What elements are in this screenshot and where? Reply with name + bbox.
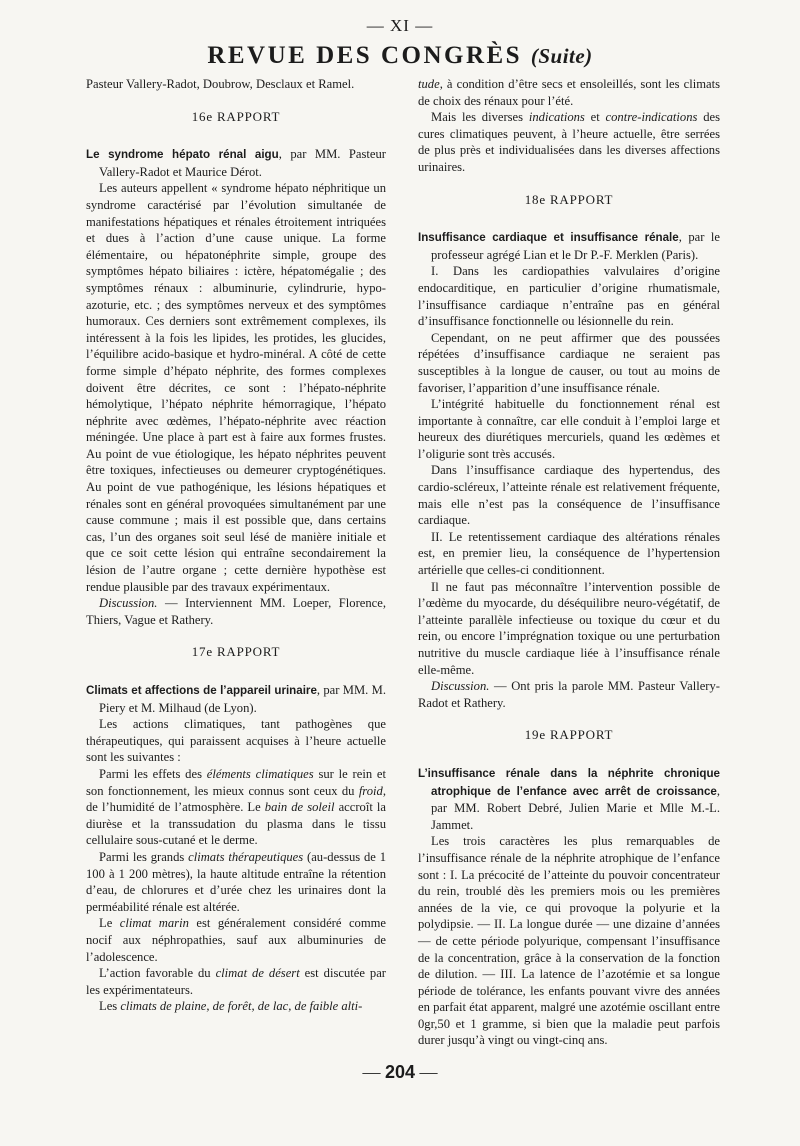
- italic-run: tude: [418, 77, 440, 91]
- rapport-17-title: [86, 682, 386, 716]
- rapport-18-para-3: L’intégrité habituelle du fonctionnement rénal est importante à connaître, car elle conduit à l’emploi large et heureux des diurétiques mercuriels, quand les œdèmes et l’oligurie sont très accusés.: [418, 397, 720, 461]
- rapport-18-para-6: Il ne faut pas méconnaître l’intervention possible de l’œdème du myocarde, du déséquilibre neuro-végétatif, de l’atteinte parallèle infectieuse ou toxique du cœur et du rein, ou encore l’imprégnation toxique ou une perturbation nutritive du muscle cardiaque liée à l’insuffisance rénale elle-même.: [418, 579, 720, 677]
- rapport-17-para-4: [86, 915, 386, 965]
- rapport-16-title-bold: Le syndrome hépato rénal aigu: [86, 148, 279, 162]
- journal-title-main: REVUE DES CONGRÈS: [207, 42, 523, 69]
- italic-run: climats de plaine, de forêt, de lac, de faible alti-: [120, 999, 363, 1014]
- rapport-18-title-bold: Insuffisance cardiaque et insuffisance rénale: [418, 231, 679, 245]
- rapport-18-para-4: Dans l’insuffisance cardiaque des hypertendus, des cardio-scléreux, l’atteinte rénale est relativement fréquente, mais elle n’est pas la conséquence de l’insuffisance cardiaque.: [418, 463, 720, 528]
- text-run: des cures climatiques peuvent, à l’heure actuelle, être serrées de plus près et individualisées dans les diverses affections urinaires.: [418, 110, 721, 174]
- italic-run: bain de soleil: [264, 800, 335, 815]
- text-run: est généralement considéré comme nocif aux néphropathies, sauf aux albuminuries de l’adolescence.: [86, 916, 387, 964]
- italic-run: climat de désert: [215, 966, 300, 981]
- rapport-16-body: Les auteurs appellent « syndrome hépato néphritique un syndrome caractérisé par l’évolution simultanée de manifestations hépatiques et rénales étroitement intriquées et dues à l’action d’une cause unique. La forme élémentaire, ou hépatonéphrite simple, groupe des symptômes hépato biliaires : ictère, hépatomégalie ; des symptômes rénaux : albuminurie, cylindrurie, hypo-azoturie, etc. ; des symptômes nerveux et des symptômes humoraux. Ces derniers sont extrêmement complexes, ils intéressent à la fois les lipides, les protides, les glucides, l’équilibre acido-basique et hydro-minéral. A côté de cette forme simple d’hépato néphrite, des formes complexes doivent être décrites, ce sont : l’hépato-néphrite hémolytique, l’hépato néphrite hémorragique, l’hépato néphrite avec œdèmes, l’hépato-néphrite avec réaction méningée. Une place à part est à faire aux formes frustes. Au point de vue étiologique, les hépato néphrites peuvent être toxiques, infectieuses ou demeurer cryptogénétiques. Au point de vue pathogénique, les lésions hépatiques et rénales sont en général provoquées simultanément par une cause commune ; mais il est possible que, dans certains cas, l’un des organes soit seul lésé de manière initiale et que ce soit cette lésion qui entraîne secondairement la lésion de l’autre organe ; cette dernière hypothèse est rendue plausible par des travaux expérimentaux.: [86, 181, 386, 594]
- text-run: Parmi les grands: [99, 849, 189, 864]
- text-run: , à condition d’être secs et ensoleillés, sont les climats de choix des rénaux pour l’été.: [418, 77, 720, 108]
- rapport-17-heading: 17e RAPPORT: [191, 644, 281, 660]
- rapport-18-discussion: [418, 678, 720, 711]
- rapport-16-heading: 16e RAPPORT: [191, 108, 281, 124]
- rapport-18-title: [418, 229, 720, 263]
- rapport-19-title-bold: L’insuffisance rénale dans la néphrite chronique atrophique de l’enfance avec arrêt de croissance: [418, 766, 720, 798]
- journal-title: [0, 42, 800, 70]
- journal-title-suite: (Suite): [530, 44, 593, 68]
- continued-paragraph: [418, 76, 720, 109]
- rapport-18-heading: 18e RAPPORT: [524, 191, 614, 207]
- discussion-text: — Interviennent MM. Loeper, Florence, Thiers, Vague et Rathery.: [86, 596, 386, 627]
- text-run: Les: [99, 999, 121, 1014]
- italic-run: froid: [358, 783, 383, 798]
- rapport-17-para-3: [86, 849, 386, 915]
- text-run: (au-dessus de 1 100 à 1 200 mètres), la haute altitude entraîne la rétention d’eau, de chlorures et d’urée chez les urinaires dont la perméabilité rénale est altérée.: [86, 849, 386, 914]
- discussion-text: — Ont pris la parole MM. Pasteur Vallery-Radot et Rathery.: [418, 679, 720, 710]
- indications-paragraph: [418, 109, 720, 175]
- text-run: accroît la diurèse et la transsudation du plasma dans le tissu cellulaire sous-cutané et le derme.: [86, 800, 386, 848]
- rapport-19-title: [418, 765, 720, 833]
- left-column: [86, 76, 386, 1015]
- rapport-17-para-2: [86, 766, 386, 849]
- page-number: — 204 —: [362, 1062, 438, 1082]
- discussion-label: Discussion.: [431, 679, 490, 694]
- text-run: Parmi les effets des: [99, 766, 207, 781]
- rapport-17-authors: , par MM. M. Piery et M. Milhaud (de Lyon).: [99, 683, 386, 715]
- rapport-18-para-1: I. Dans les cardiopathies valvulaires d’origine endocarditique, en particulier d’origine rhumatismale, l’insuffisance cardiaque n’entraîne pas en général d’insuffisance fonctionnelle ou lésionnelle du rein.: [418, 264, 720, 329]
- continued-authors: Pasteur Vallery-Radot, Doubrow, Desclaux et Ramel.: [86, 77, 355, 91]
- right-column: [418, 76, 720, 1049]
- discussion-label: Discussion.: [99, 596, 158, 611]
- rapport-17-para-5: [86, 965, 386, 998]
- page-number-value: 204: [384, 1062, 416, 1082]
- italic-run: climats thérapeutiques: [188, 849, 304, 864]
- rapport-17-para-1: Les actions climatiques, tant pathogènes que thérapeutiques, qui paraissent acquises à l’heure actuelle sont les suivantes :: [86, 717, 386, 765]
- text-run: L’action favorable du: [99, 966, 216, 981]
- text-run: Le: [99, 916, 120, 931]
- italic-run: éléments climatiques: [206, 766, 314, 781]
- italic-run: contre-indications: [605, 110, 698, 125]
- rapport-17-para-6: [86, 998, 386, 1015]
- rapport-19-body: Les trois caractères les plus remarquables de l’insuffisance rénale de la néphrite atrophique de l’enfance sont : I. La précocité de l’atteinte du pouvoir concentrateur du rein, troublé dès les premiers mois ou les premières années de la vie, ce qui provoque la polyurie et la polydipsie. — II. La longue durée — une dizaine d’années — de cette période polyurique, compensant l’insuffisance de la concentration, grâce à la conservation de la fonction de dilution. — III. La latence de l’azotémie et sa longue période de tolérance, les enfants pouvant vivre des années en parfait état apparent, malgré une azotémie oscillant entre 0gr,50 et 1 gramme, si bien que la maladie peut parfois durer jusqu’à vingt ou vingt-cinq ans.: [418, 834, 720, 1048]
- text-run: et: [584, 110, 606, 125]
- rapport-16-authors: , par MM. Pasteur Vallery-Radot et Maurice Dérot.: [99, 147, 386, 179]
- rapport-18-para-2: Cependant, on ne peut affirmer que des poussées répétées d’insuffisance cardiaque ne seraient pas susceptibles à la longue de causer, ou tout au moins de favoriser, l’apparition d’une insuffisance rénale.: [418, 330, 720, 395]
- italic-run: indications: [528, 110, 585, 125]
- roman-folio: — XI —: [366, 16, 434, 35]
- rapport-19-heading: 19e RAPPORT: [524, 727, 614, 743]
- text-run: Mais les diverses: [431, 110, 529, 125]
- rapport-19-authors: , par MM. Robert Debré, Julien Marie et Mlle M.-L. Jammet.: [431, 783, 720, 832]
- rapport-17-title-bold: Climats et affections de l’appareil urinaire: [86, 684, 317, 697]
- text-run: est discutée par les expérimentateurs.: [86, 966, 386, 997]
- rapport-16-discussion: [86, 595, 386, 628]
- rapport-18-para-5: II. Le retentissement cardiaque des altérations rénales est, en premier lieu, la conséquence de l’hypertension artérielle que celles-ci conditionnent.: [418, 529, 720, 578]
- text-run: , de l’humidité de l’atmosphère. Le: [86, 783, 386, 815]
- text-run: sur le rein et son fonctionnement, les mieux connus sont ceux du: [86, 766, 386, 798]
- rapport-16-title: [86, 146, 386, 180]
- italic-run: climat marin: [119, 916, 189, 931]
- rapport-18-authors: , par le professeur agrégé Lian et le Dr P.-F. Merklen (Paris).: [431, 230, 720, 262]
